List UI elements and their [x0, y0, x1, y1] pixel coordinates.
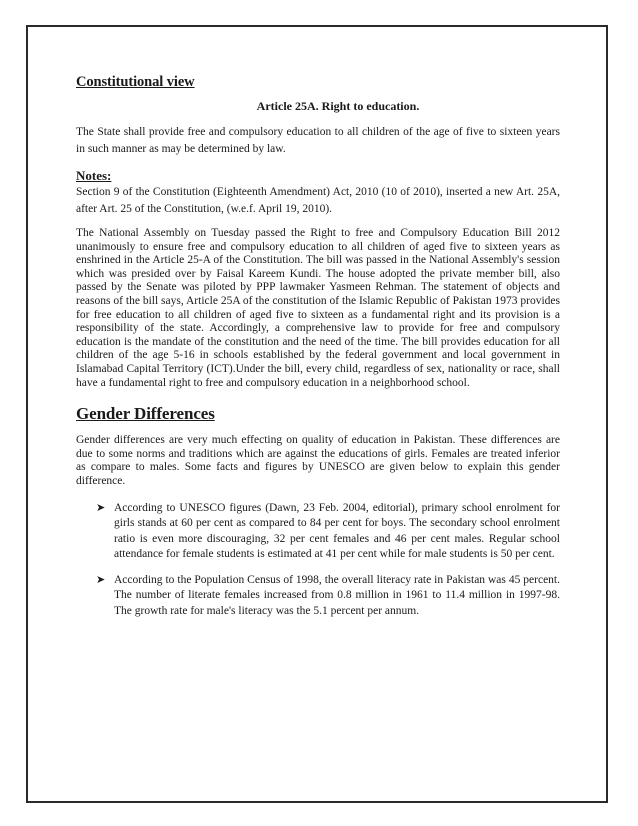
gender-intro: Gender differences are very much effecting on quality of education in Pakistan. These differences are due to some norms and traditions which are against the educations of girls. Females are treated inferior as compare to males. Some facts and figures by UNESCO are given below to explain this gender difference. [76, 434, 560, 487]
bullet-text: According to the Population Census of 1998, the overall literacy rate in Pakistan was 45 percent. The number of literate females increased from 0.8 million in 1961 to 11.4 million in 1997-98. The growth rate for male's literacy was the 5.1 percent per annum. [114, 573, 560, 617]
gender-differences-heading: Gender Differences [76, 404, 215, 424]
assembly-paragraph: The National Assembly on Tuesday passed the Right to free and Compulsory Education Bill 2012 unanimously to ensure free and compulsory education to all children of aged five to sixteen years as enshrined in the Article 25-A of the Constitution. The bill was passed in the National Assembly's session which was presided over by Faisal Kareem Kundi. The house adopted the private member bill, also passed by the Senate was piloted by PPP lawmaker Yasmeen Rehman. The statement of objects and reasons of the bill says, Article 25A of the constitution of the Islamic Republic of Pakistan 1973 provides for free education to all children of aged five to sixteen as a fundamental right and its provision is a responsibility of the state. Accordingly, a comprehensive law to provide for free and compulsory education is the mandate of the constitution and the need of the time. The bill provides education for all children of the age 5-16 in schools established by the federal government and local government in Islamabad Capital Territory (ICT).Under the bill, every child, regardless of sex, nationality or race, shall have a fundamental right to free and compulsory education in a neighborhood school. [76, 227, 560, 389]
notes-heading: Notes: [76, 168, 112, 183]
arrow-bullet-icon: ➤ [96, 573, 106, 586]
list-item [96, 573, 560, 620]
document-body [76, 74, 560, 629]
arrow-bullet-icon: ➤ [96, 501, 106, 514]
constitutional-text: The State shall provide free and compulsory education to all children of the age of five to sixteen years in such manner as may be determined by law. [76, 126, 560, 155]
bullet-text: According to UNESCO figures (Dawn, 23 Feb. 2004, editorial), primary school enrolment for girls stands at 60 per cent as compared to 84 per cent for boys. The secondary school enrolment ratio is even more discouraging, 32 per cent females and 46 per cent males. Regular school attendance for female students is estimated at 41 per cent while for male students is 50 per cent. [114, 501, 560, 560]
list-item [96, 501, 560, 563]
constitutional-view-heading: Constitutional view [76, 74, 195, 90]
notes-text: Section 9 of the Constitution (Eighteenth Amendment) Act, 2010 (10 of 2010), inserted a new Art. 25A, after Art. 25 of the Constitution, (w.e.f. April 19, 2010). [76, 186, 560, 215]
article-title: Article 25A. Right to education. [256, 99, 420, 113]
gender-facts-list [76, 501, 560, 620]
